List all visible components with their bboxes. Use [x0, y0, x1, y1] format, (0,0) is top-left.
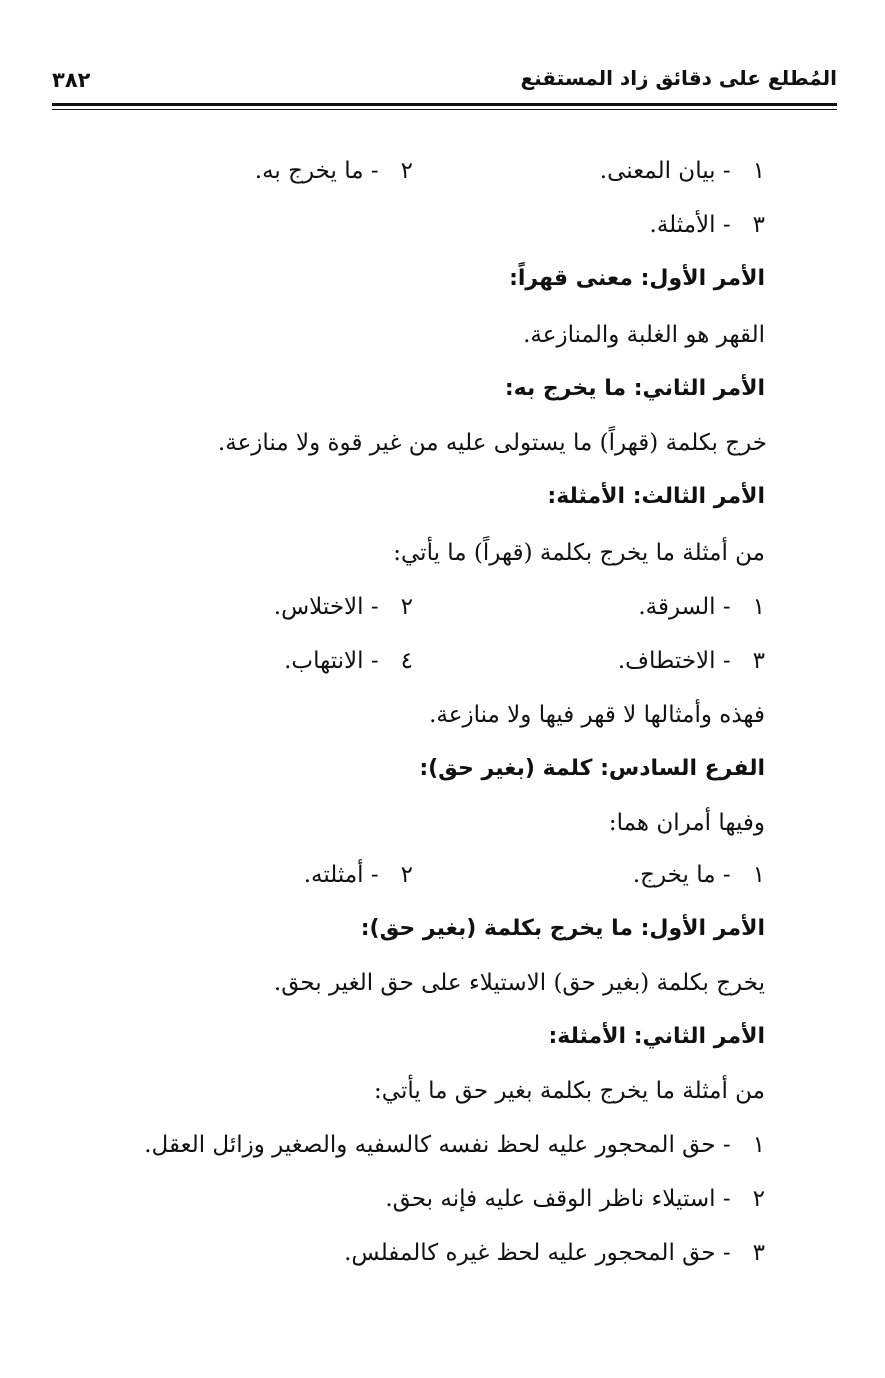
list-row [125, 208, 765, 242]
book-title: المُطلع على دقائق زاد المستقنع [520, 66, 837, 90]
list-row [125, 644, 765, 678]
list-item [385, 1182, 765, 1216]
list-number: ٢ [400, 158, 413, 184]
section-heading: الفرع السادس: كلمة (بغير حق): [419, 756, 765, 781]
list-text: - استيلاء ناظر الوقف عليه فإنه بحق. [385, 1186, 731, 1212]
section-heading: الأمر الأول: معنى قهراً: [509, 266, 765, 291]
list-text: - الاختطاف. [617, 648, 731, 674]
list-text: - أمثلته. [303, 862, 379, 888]
paragraph: فهذه وأمثالها لا قهر فيها ولا منازعة. [429, 702, 765, 728]
paragraph: من أمثلة ما يخرج بكلمة بغير حق ما يأتي: [374, 1078, 765, 1104]
list-text: - ما يخرج. [632, 862, 731, 888]
list-row [125, 590, 765, 624]
list-item [600, 154, 765, 188]
list-item [255, 154, 413, 188]
list-row [125, 154, 765, 188]
section-heading: الأمر الثاني: ما يخرج به: [504, 376, 765, 401]
list-number: ٢ [400, 862, 413, 888]
list-text: - الأمثلة. [649, 212, 731, 238]
list-text: - حق المحجور عليه لحظ نفسه كالسفيه والصغير وزائل العقل. [144, 1132, 731, 1158]
list-item [274, 590, 413, 624]
paragraph: من أمثلة ما يخرج بكلمة (قهراً) ما يأتي: [393, 540, 765, 566]
list-number: ١ [752, 862, 765, 888]
list-number: ٣ [752, 648, 765, 674]
list-text: - ما يخرج به. [254, 158, 379, 184]
list-text: - حق المحجور عليه لحظ غيره كالمفلس. [344, 1240, 731, 1266]
section-heading: الأمر الأول: ما يخرج بكلمة (بغير حق): [360, 916, 765, 941]
list-number: ٤ [400, 648, 413, 674]
list-number: ٣ [752, 1240, 765, 1266]
paragraph: القهر هو الغلبة والمنازعة. [523, 322, 765, 348]
page-number: ٣٨٢ [52, 68, 91, 92]
list-item [344, 1236, 765, 1270]
list-number: ٢ [400, 594, 413, 620]
paragraph: وفيها أمران هما: [608, 810, 765, 836]
list-number: ١ [752, 594, 765, 620]
list-item [284, 644, 413, 678]
paragraph: خرج بكلمة (قهراً) ما يستولى عليه من غير قوة ولا منازعة. [217, 430, 767, 456]
list-item [633, 858, 765, 892]
section-heading: الأمر الثالث: الأمثلة: [547, 484, 765, 509]
section-heading: الأمر الثاني: الأمثلة: [548, 1024, 765, 1049]
list-number: ١ [752, 158, 765, 184]
list-text: - السرقة. [638, 594, 731, 620]
list-number: ١ [752, 1132, 765, 1158]
list-row [125, 858, 765, 892]
list-text: - بيان المعنى. [599, 158, 731, 184]
list-item [304, 858, 413, 892]
list-item [638, 590, 765, 624]
list-number: ٣ [752, 212, 765, 238]
list-item [618, 644, 765, 678]
list-item [144, 1128, 765, 1162]
list-number: ٢ [752, 1186, 765, 1212]
list-text: - الاختلاس. [273, 594, 379, 620]
list-item [650, 208, 765, 242]
list-text: - الانتهاب. [284, 648, 379, 674]
paragraph: يخرج بكلمة (بغير حق) الاستيلاء على حق الغير بحق. [273, 970, 765, 996]
